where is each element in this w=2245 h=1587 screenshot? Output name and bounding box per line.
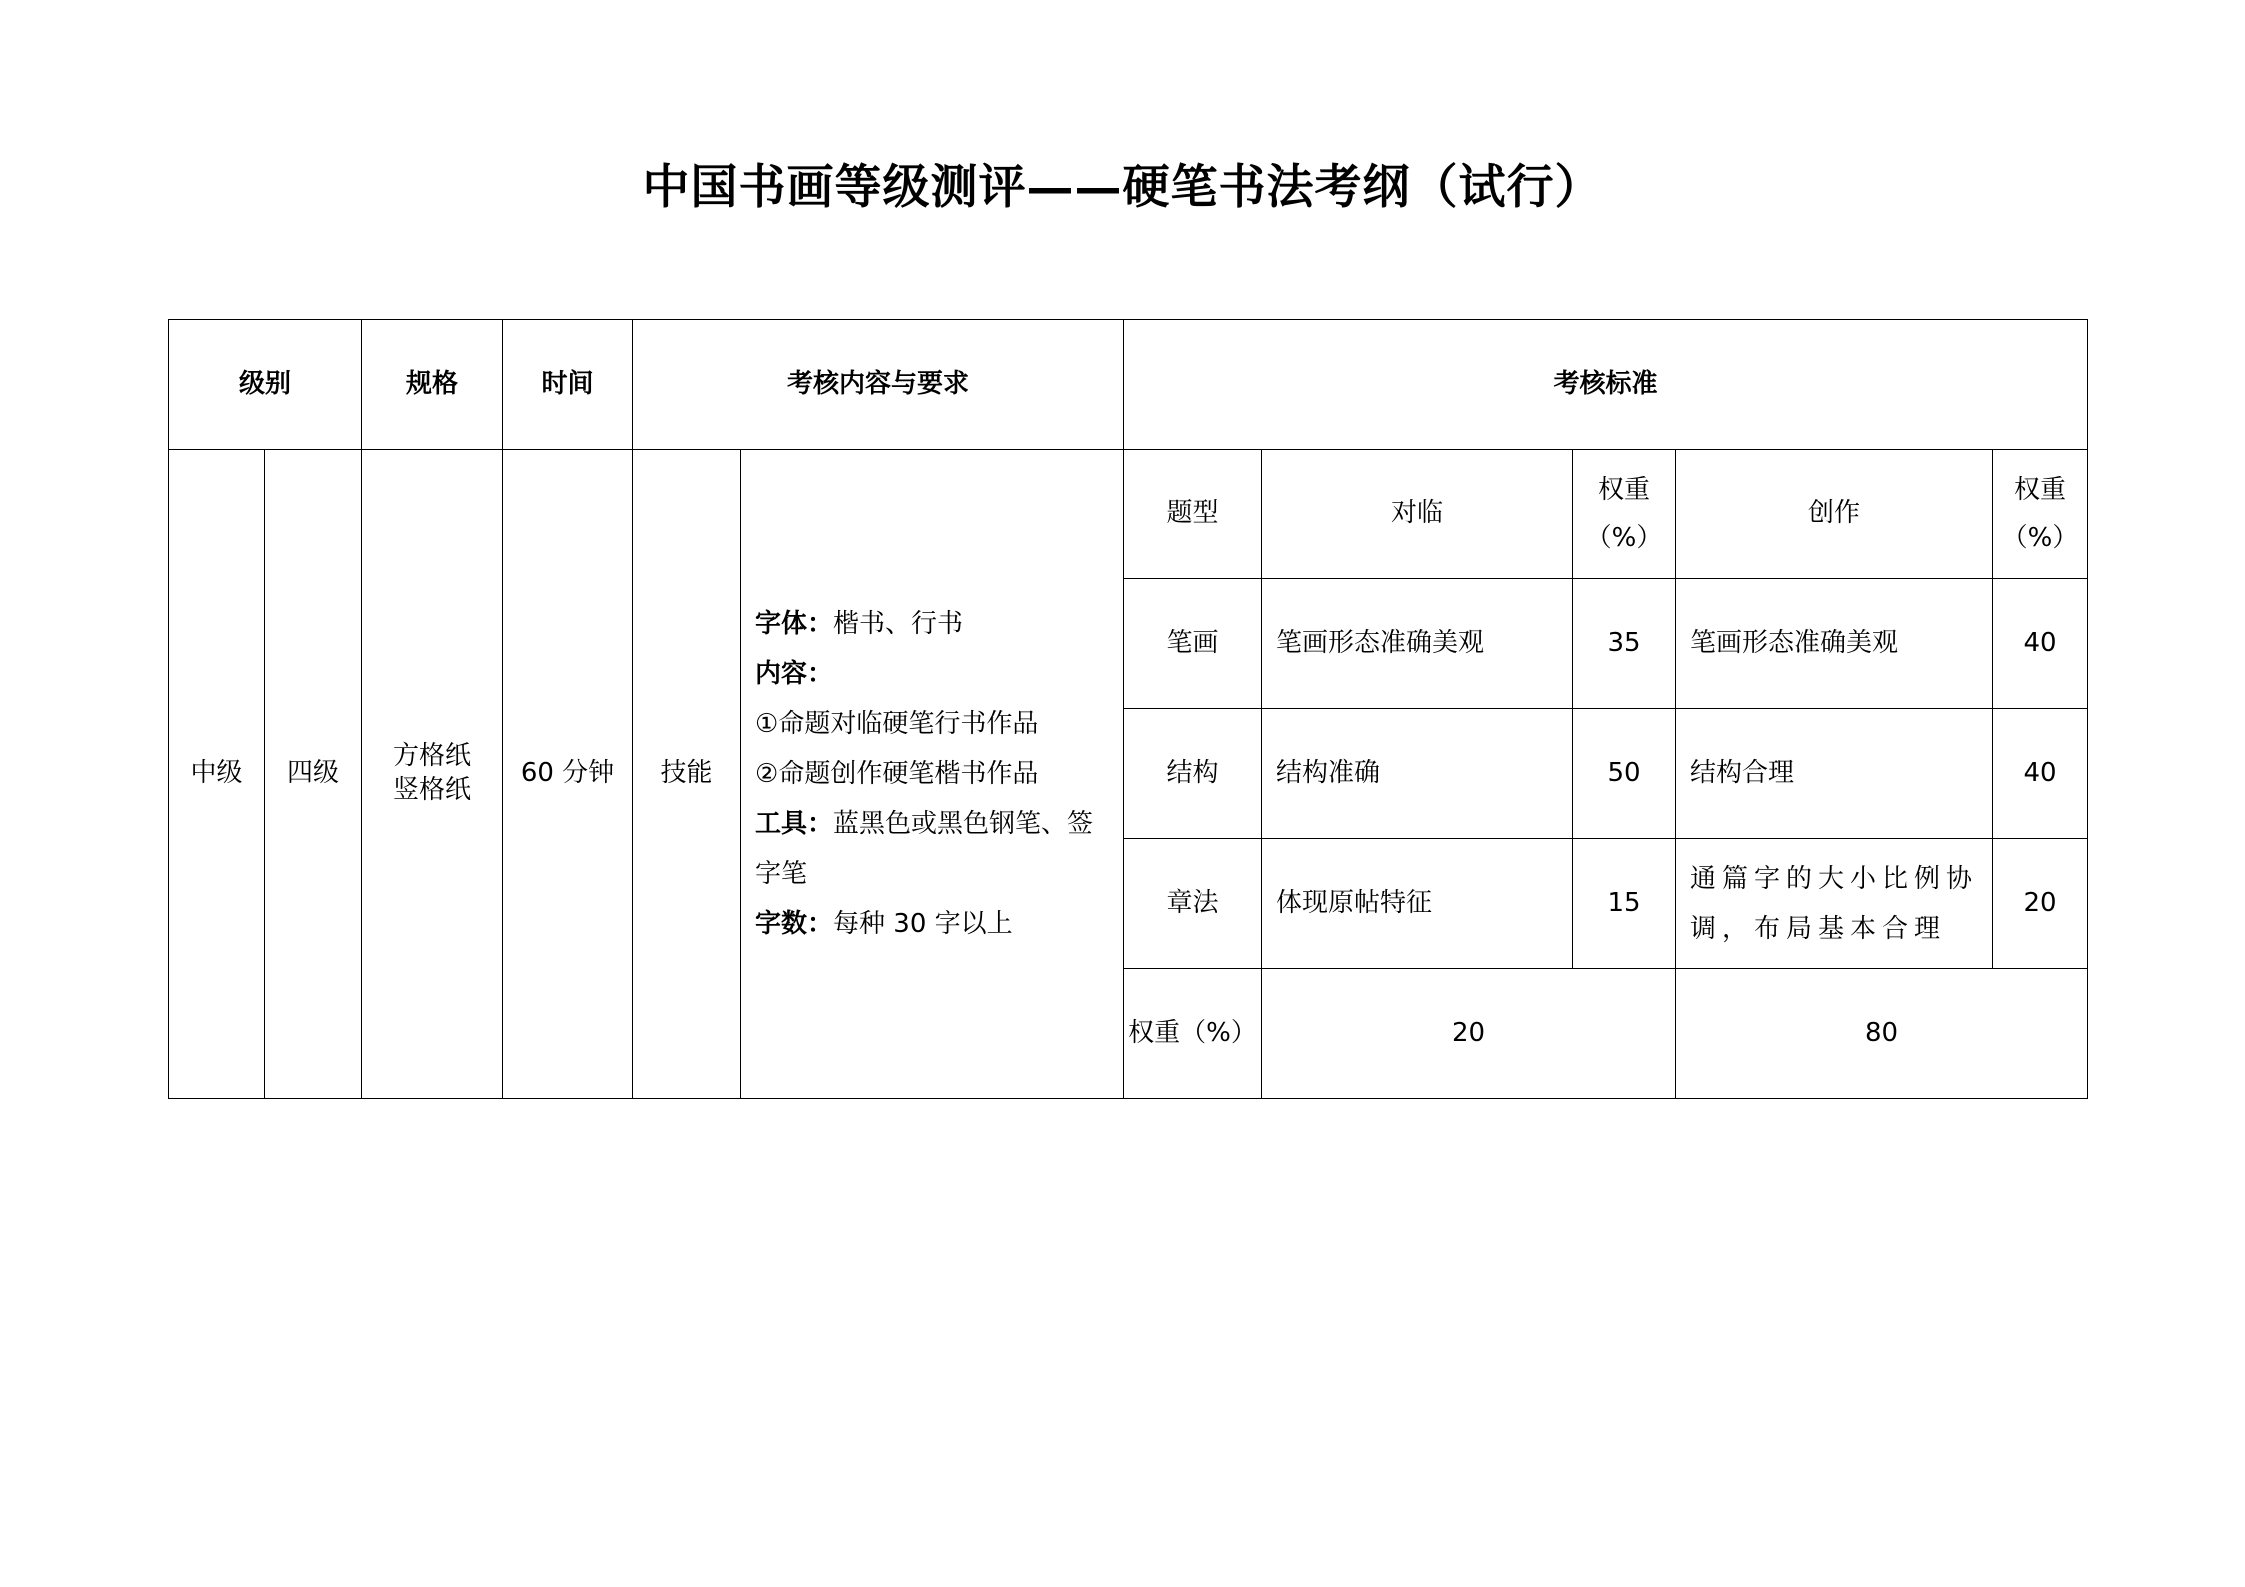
weight-total-copy: 20 xyxy=(1262,969,1676,1099)
copy-weight-line-1: 权重 xyxy=(1598,475,1651,505)
col-header-type: 题型 xyxy=(1124,450,1262,579)
create-cell: 结构合理 xyxy=(1676,709,1993,839)
tools-label: 工具： xyxy=(755,809,834,839)
create-weight-cell: 40 xyxy=(1993,579,2088,709)
font-value: 楷书、行书 xyxy=(833,609,964,639)
weight-total-create: 80 xyxy=(1676,969,2088,1099)
create-cell: 通篇字的大小比例协调，布局基本合理 xyxy=(1676,839,1993,969)
copy-cell: 体现原帖特征 xyxy=(1262,839,1573,969)
content-label: 内容： xyxy=(755,659,834,689)
copy-weight-cell: 50 xyxy=(1573,709,1676,839)
page-title: 中国书画等级测评——硬笔书法考纲（试行） xyxy=(642,160,1603,215)
type-cell: 笔画 xyxy=(1124,579,1262,709)
tools-value: 蓝黑色或黑色钢笔、签字笔 xyxy=(755,809,1094,889)
level-main-cell: 中级 xyxy=(169,450,265,1099)
font-line xyxy=(755,599,1109,649)
header-content-requirements: 考核内容与要求 xyxy=(633,320,1124,450)
col-header-create: 创作 xyxy=(1676,450,1993,579)
create-weight-cell: 40 xyxy=(1993,709,2088,839)
category-cell: 技能 xyxy=(633,450,741,1099)
col-header-copy: 对临 xyxy=(1262,450,1573,579)
content-item-1: ①命题对临硬笔行书作品 xyxy=(755,709,1039,739)
count-line xyxy=(755,899,1109,949)
header-standard: 考核标准 xyxy=(1124,320,2088,450)
copy-weight-cell: 15 xyxy=(1573,839,1676,969)
col-header-copy-weight xyxy=(1573,450,1676,579)
create-cell: 笔画形态准确美观 xyxy=(1676,579,1993,709)
copy-weight-line-2: （%） xyxy=(1585,523,1663,553)
header-row xyxy=(169,320,2088,450)
standard-header-row xyxy=(169,450,2088,579)
type-cell: 章法 xyxy=(1124,839,1262,969)
type-cell: 结构 xyxy=(1124,709,1262,839)
header-time: 时间 xyxy=(503,320,633,450)
weight-total-label: 权重（%） xyxy=(1124,969,1262,1099)
count-label: 字数： xyxy=(755,909,834,939)
content-requirements-cell xyxy=(741,450,1124,1099)
col-header-create-weight xyxy=(1993,450,2088,579)
font-label: 字体： xyxy=(755,609,834,639)
spec-line-1: 方格纸 xyxy=(393,741,472,772)
count-value: 每种 30 字以上 xyxy=(833,909,1013,939)
tools-line xyxy=(755,799,1109,899)
header-spec: 规格 xyxy=(362,320,503,450)
create-weight-line-1: 权重 xyxy=(2014,475,2067,505)
header-level: 级别 xyxy=(169,320,362,450)
content-item-2: ②命题创作硬笔楷书作品 xyxy=(755,759,1039,789)
copy-weight-cell: 35 xyxy=(1573,579,1676,709)
content-line xyxy=(755,649,1109,699)
exam-outline-table xyxy=(168,319,2088,1099)
create-weight-line-2: （%） xyxy=(2001,523,2079,553)
spec-cell xyxy=(362,450,503,1099)
spec-line-2: 竖格纸 xyxy=(393,775,472,805)
create-weight-cell: 20 xyxy=(1993,839,2088,969)
level-sub-cell: 四级 xyxy=(265,450,362,1099)
time-cell: 60 分钟 xyxy=(503,450,633,1099)
copy-cell: 笔画形态准确美观 xyxy=(1262,579,1573,709)
copy-cell: 结构准确 xyxy=(1262,709,1573,839)
